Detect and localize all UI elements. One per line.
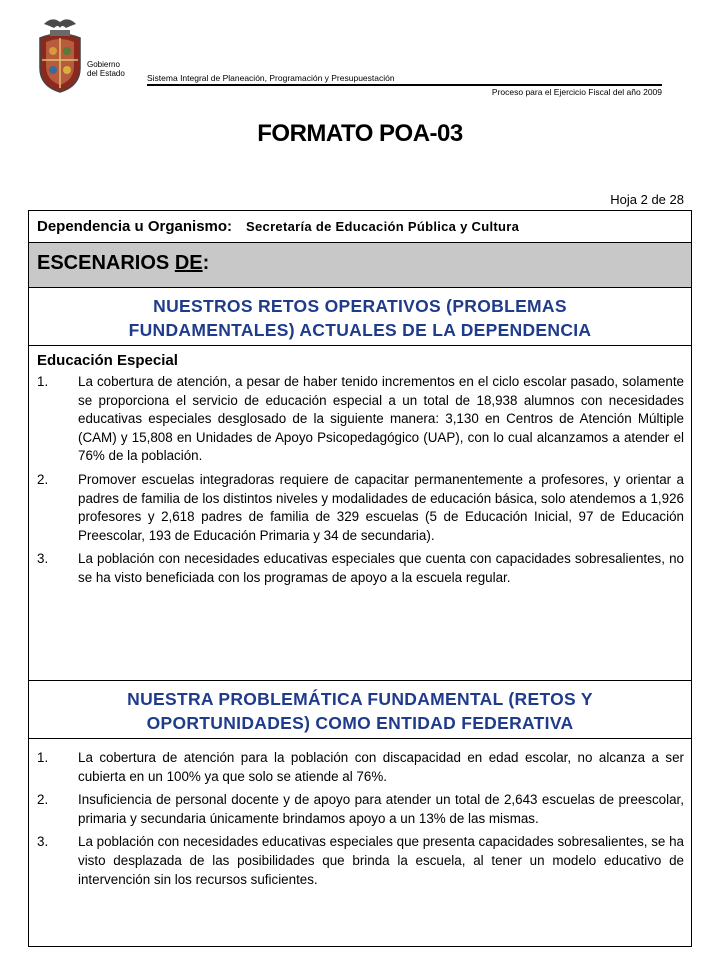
government-label-line1: Gobierno [87,60,120,69]
list-item [37,471,684,545]
section2-body [29,739,691,946]
list-item-text: La cobertura de atención para la población con discapacidad en edad escolar, no alcanza a ser cubierta en un 100% ya que solo se atiende al 76%. [78,750,684,784]
list-item-text: Promover escuelas integradoras requiere de capacitar permanentemente a profesores, y orientar a padres de familia de los distintos niveles y modalidades de educación básica, solo atendemos a 1,926 profesores y 2,618 padres de familia de 329 escuelas (5 de Educación Inicial, 97 de Educación Preescolar, 193 de Educación Primaria y 34 de secundaria). [78,471,684,543]
list-item-text: Insuficiencia de personal docente y de apoyo para atender un total de 2,643 escuelas de preescolar, primaria y secundaria únicamente brindamos apoyo a un 13% de las mismas. [78,792,684,826]
escenarios-underlined: DE [174,252,203,274]
list-item-number: 1. [37,374,49,389]
page-title: FORMATO POA-03 [257,120,463,147]
list-item-number: 2. [37,471,49,487]
escenarios-band [29,243,691,288]
list-item [37,791,684,828]
list-item-number: 3. [37,834,49,850]
page-indicator: Hoja 2 de 28 [610,192,684,207]
dependencia-row [29,211,691,243]
dependencia-value: Secretaría de Educación Pública y Cultura [246,219,520,234]
list-item [37,749,684,786]
section2-heading-line1: NUESTRA PROBLEMÁTICA FUNDAMENTAL (RETOS Y [127,689,593,709]
section1-heading [29,288,691,346]
header-rule [147,84,662,86]
section2-heading-line2: OPORTUNIDADES) COMO ENTIDAD FEDERATIVA [146,713,574,733]
list-item [37,833,684,889]
escenarios-suffix: : [202,252,210,274]
section1-heading-line2: FUNDAMENTALES) ACTUALES DE LA DEPENDENCIA [128,320,592,340]
system-name: Sistema Integral de Planeación, Programación y Presupuestación [147,73,395,83]
list-item [37,373,684,466]
section1-subtitle: Educación Especial [37,352,178,369]
section1-list [29,369,691,588]
state-coat-of-arms-logo [36,16,84,96]
dependencia-label: Dependencia u Organismo: [37,218,233,235]
list-item-text: La población con necesidades educativas especiales que presenta capacidades sobresalientes, se ha visto desplazada de las posibilidades que brinda la escuela, al tener un modelo educativo de intervención sin los recursos suficientes. [78,834,684,887]
government-label-line2: del Estado [87,69,125,78]
list-item-number: 1. [37,750,49,765]
section1-heading-line1: NUESTROS RETOS OPERATIVOS (PROBLEMAS [153,296,567,316]
list-item-number: 2. [37,792,49,808]
government-label [87,60,125,78]
list-item [37,550,684,587]
list-item-text: La población con necesidades educativas especiales que cuenta con capacidades sobresalientes, no se ha visto beneficiada con los programas de apoyo a la escuela regular. [78,551,684,585]
section2-list [29,739,691,889]
section1-body [29,346,691,681]
fiscal-process-label: Proceso para el Ejercicio Fiscal del año 2009 [491,87,662,97]
form-table [28,210,692,947]
list-item-text: La cobertura de atención, a pesar de haber tenido incrementos en el ciclo escolar pasado, solamente se proporciona el servicio de educación especial a un total de 18,938 alumnos con necesidades educativas especiales desglosado de la siguiente manera: 3,130 en Centros de Atención Múltiple (CAM) y 15,808 en Unidades de Apoyo Psicopedagógico (UAP), con lo cual alcanzamos a atender el 76% de la población. [78,374,684,464]
section2-heading [29,681,691,739]
escenarios-prefix: ESCENARIOS [37,252,175,274]
list-item-number: 3. [37,551,49,567]
